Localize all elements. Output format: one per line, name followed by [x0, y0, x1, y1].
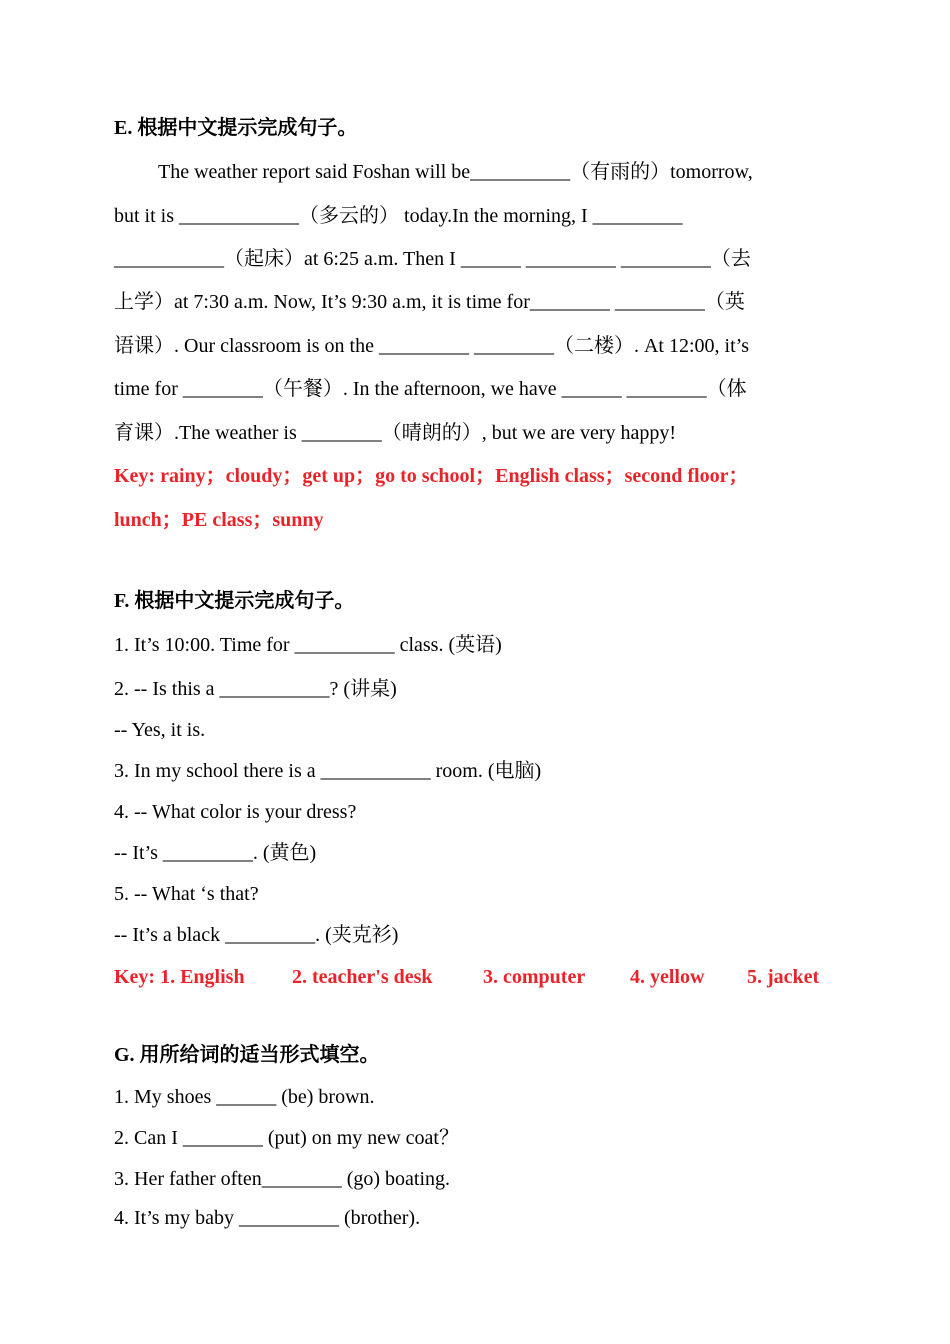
section-f-line-7: 5. -- What ‘s that? — [114, 883, 259, 905]
section-f-line-5: 4. -- What color is your dress? — [114, 801, 357, 823]
section-e-line-2: but it is ____________（多云的） today.In the morning, I _________ — [114, 205, 683, 227]
section-f-key-item: 4. yellow — [630, 966, 705, 988]
section-f-line-1: 1. It’s 10:00. Time for __________ class. (英语) — [114, 634, 502, 656]
section-f-line-6: -- It’s _________. (黄色) — [114, 842, 317, 864]
section-e-line-1: The weather report said Foshan will be__________（有雨的）tomorrow, — [158, 161, 753, 183]
section-f-line-3: -- Yes, it is. — [114, 719, 206, 741]
section-f-key-item: 3. computer — [483, 966, 586, 988]
section-e-line-7: 育课）.The weather is ________（晴朗的）, but we are very happy! — [114, 422, 677, 444]
section-f-heading: F. 根据中文提示完成句子。 — [114, 590, 355, 612]
section-f-line-4: 3. In my school there is a ___________ room. (电脑) — [114, 760, 542, 782]
section-e-heading: E. 根据中文提示完成句子。 — [114, 117, 358, 139]
section-g-line-3: 3. Her father often________ (go) boating. — [114, 1168, 451, 1190]
section-g-line-2: 2. Can I ________ (put) on my new coat？ — [114, 1127, 459, 1149]
section-e-line-6: time for ________（午餐）. In the afternoon, we have ______ ________（体 — [114, 378, 747, 400]
section-f-key-item: Key: 1. English — [114, 966, 245, 988]
section-e-key-line-2: lunch；PE class；sunny — [114, 509, 324, 531]
section-f-line-2: 2. -- Is this a ___________? (讲桌) — [114, 678, 397, 700]
section-f-key-item: 5. jacket — [747, 966, 820, 988]
section-e-line-3: ___________（起床）at 6:25 a.m. Then I ______ _________ _________（去 — [114, 248, 751, 270]
section-g-heading: G. 用所给词的适当形式填空。 — [114, 1044, 380, 1066]
section-f-line-8: -- It’s a black _________. (夹克衫) — [114, 924, 399, 946]
section-f-key — [114, 965, 820, 989]
section-f-key-item: 2. teacher's desk — [292, 966, 433, 988]
section-e-key-line-1: Key: rainy；cloudy；get up；go to school；English class；second floor； — [114, 465, 749, 487]
section-g-line-1: 1. My shoes ______ (be) brown. — [114, 1086, 375, 1108]
section-e-line-4: 上学）at 7:30 a.m. Now, It’s 9:30 a.m, it is time for________ _________（英 — [114, 291, 745, 313]
section-e-line-5: 语课）. Our classroom is on the _________ ________（二楼）. At 12:00, it’s — [114, 335, 749, 357]
section-g-line-4: 4. It’s my baby __________ (brother). — [114, 1207, 421, 1229]
